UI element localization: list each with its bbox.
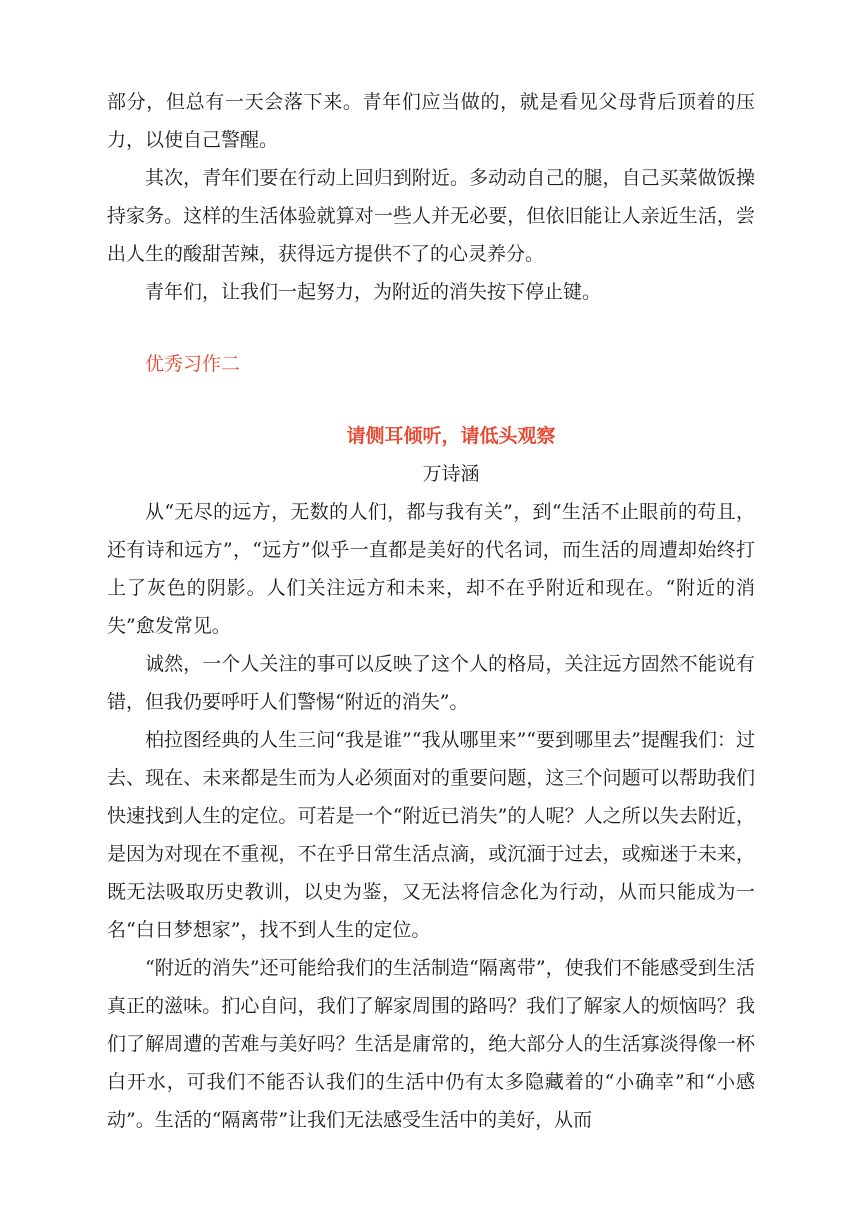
essay-author: 万诗涵 xyxy=(422,463,480,485)
paragraph: 其次，青年们要在行动上回归到附近。多动动自己的腿，自己买菜做饭操持家务。这样的生活体验就算对一些人并无必要，但依旧能让人亲近生活，尝出人生的酸甜苦辣，获得远方提供不了的心灵养分。 xyxy=(107,167,755,265)
paragraph: 青年们，让我们一起努力，为附近的消失按下停止键。 xyxy=(145,281,602,303)
essay-paragraph: “附近的消失”还可能给我们的生活制造“隔离带”，使我们不能感受到生活真正的滋味。扪心自问，我们了解家周围的路吗？我们了解家人的烦恼吗？我们了解周遭的苦难与美好吗？生活是庸常的，绝大部分人的生活寡淡得像一杯白开水，可我们不能否认我们的生活中仍有太多隐藏着的“小确幸”和“小感动”。生活的“隔离带”让我们无法感受生活中的美好，从而 xyxy=(107,957,755,1131)
document-body xyxy=(107,83,755,1139)
paragraph-continued: 部分，但总有一天会落下来。青年们应当做的，就是看见父母背后顶着的压力，以使自己警醒。 xyxy=(107,91,755,151)
essay-paragraph: 诚然，一个人关注的事可以反映了这个人的格局，关注远方固然不能说有错，但我仍要呼吁人们警惕“附近的消失”。 xyxy=(107,653,755,713)
section-label: 优秀习作二 xyxy=(145,353,241,375)
essay-paragraph: 从“无尽的远方，无数的人们，都与我有关”，到“生活不止眼前的苟且，还有诗和远方”，“远方”似乎一直都是美好的代名词，而生活的周遭却始终打上了灰色的阴影。人们关注远方和未来，却不在乎附近和现在。“附近的消失”愈发常见。 xyxy=(107,501,755,637)
essay-paragraph: 柏拉图经典的人生三问“我是谁”“我从哪里来”“要到哪里去”提醒我们：过去、现在、未来都是生而为人必须面对的重要问题，这三个问题可以帮助我们快速找到人生的定位。可若是一个“附近已消失”的人呢？人之所以失去附近，是因为对现在不重视，不在乎日常生活点滴，或沉湎于过去，或痴迷于未来，既无法吸取历史教训，以史为鉴，又无法将信念化为行动，从而只能成为一名“白日梦想家”，找不到人生的定位。 xyxy=(107,729,755,941)
essay-title: 请侧耳倾听，请低头观察 xyxy=(346,425,556,447)
